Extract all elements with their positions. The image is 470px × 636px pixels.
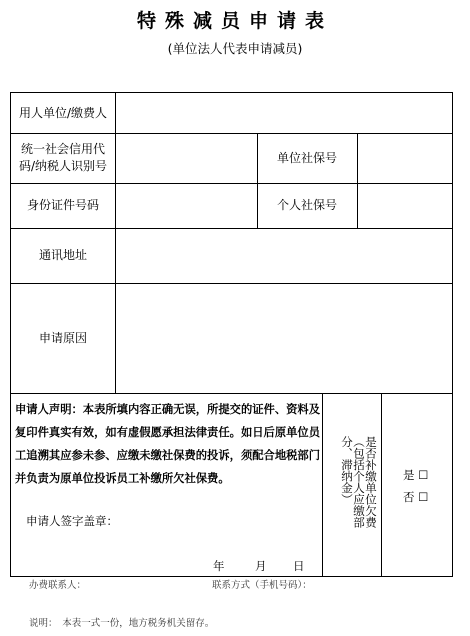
form-subtitle: (单位法人代表申请减员) [167,41,303,56]
column-divider [115,93,116,393]
date-year-label: 年 [213,559,225,573]
personal-social-security-label: 个人社保号 [276,198,337,212]
address-field[interactable] [117,230,449,281]
row-divider [11,393,452,394]
id-number-label: 身份证件号码 [26,198,99,212]
address-label: 通讯地址 [38,248,87,262]
unit-social-security-label: 单位社保号 [276,150,337,165]
unit-social-security-field[interactable] [359,135,449,181]
form-note: 说明： 本表一式一份，地方税务机关留存。 [29,618,215,629]
column-divider [357,133,358,228]
arrears-question: 是否补缴单位欠费（包括个人应缴部分、滞纳金） [340,436,378,528]
id-number-field[interactable] [117,185,255,226]
reason-field[interactable] [117,285,449,391]
signature-label: 申请人签字盖章： [26,514,118,528]
personal-social-security-field[interactable] [359,185,449,226]
applicant-declaration: 申请人声明：本表所填内容正确无误，所提交的证件、资料及复印件真实有效，如有虚假愿承担法律责任。如日后原单位员工追溯其应参未参、应缴未缴社保费的投诉，须配合地税部门并负责为原单位投诉员工补缴所欠社保费。 [15,403,321,485]
employer-field[interactable] [121,95,447,131]
form-title: 特殊减员申请表 [136,10,333,32]
application-form [10,92,453,577]
credit-code-label: 统一社会信用代码/纳税人识别号 [18,142,108,173]
credit-code-field[interactable] [117,135,255,181]
reason-label: 申请原因 [38,330,87,345]
date-day-label: 日 [293,559,305,573]
no-checkbox[interactable]: 否 ☐ [403,490,429,504]
column-divider [381,393,382,576]
signature-field[interactable] [131,505,311,531]
employer-label: 用人单位/缴费人 [18,105,108,120]
contact-person-label: 办费联系人： [29,580,87,591]
date-month-label: 月 [255,559,267,573]
yes-checkbox[interactable]: 是 ☐ [403,468,429,482]
column-divider [322,393,323,576]
contact-method-label: 联系方式（手机号码）： [212,580,312,591]
